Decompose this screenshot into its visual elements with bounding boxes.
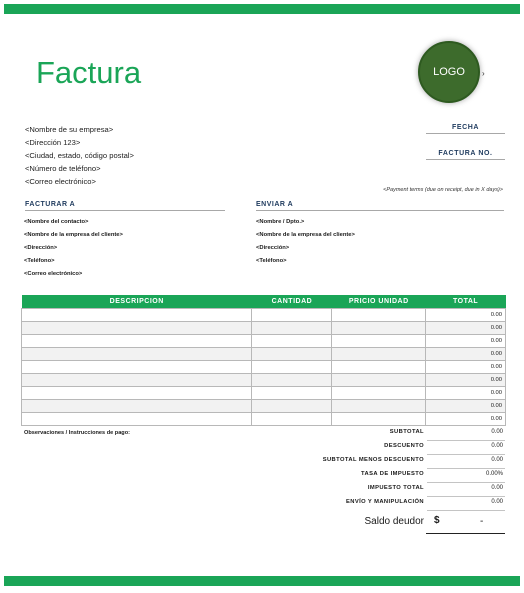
- balance-underline: [426, 533, 505, 534]
- bill-email: <Correo electrónico>: [24, 271, 83, 277]
- table-row: [22, 347, 506, 360]
- company-phone: <Número de teléfono>: [25, 164, 101, 173]
- quantity-cell[interactable]: [252, 321, 332, 334]
- date-field[interactable]: FECHA: [426, 124, 505, 134]
- unit-price-cell[interactable]: [332, 334, 426, 347]
- quantity-cell[interactable]: [252, 334, 332, 347]
- table-header-row: [22, 295, 506, 308]
- company-email: <Correo electrónico>: [25, 177, 96, 186]
- observations-label: Observaciones / Instrucciones de pago:: [24, 430, 131, 436]
- bill-company: <Nombre de la empresa del cliente>: [24, 232, 123, 238]
- summary-value[interactable]: 0.00: [427, 443, 505, 455]
- quantity-cell[interactable]: [252, 308, 332, 321]
- table-row: [22, 308, 506, 321]
- ship-address: <Dirección>: [256, 245, 290, 251]
- bill-address: <Dirección>: [24, 245, 58, 251]
- unit-price-cell[interactable]: [332, 373, 426, 386]
- logo-text: LOGO: [433, 66, 465, 78]
- description-cell[interactable]: [22, 373, 252, 386]
- balance-due-label: Saldo deudor: [364, 516, 424, 527]
- summary-row-tax-rate: [240, 468, 506, 482]
- balance-due-value: -: [480, 516, 484, 527]
- company-address-block: [25, 123, 134, 188]
- bill-contact: <Nombre del contacto>: [24, 219, 89, 225]
- table-row: [22, 373, 506, 386]
- bill-phone: <Teléfono>: [24, 258, 55, 264]
- company-logo: [418, 41, 480, 103]
- header-quantity: CANTIDAD: [252, 295, 332, 308]
- bill-to-block: [24, 216, 123, 281]
- row-total-cell: 0.00: [426, 308, 506, 321]
- row-total-cell: 0.00: [426, 360, 506, 373]
- summary-value: 0.00: [427, 457, 505, 469]
- top-accent-bar: [4, 4, 520, 14]
- unit-price-cell[interactable]: [332, 386, 426, 399]
- ship-company: <Nombre de la empresa del cliente>: [256, 232, 355, 238]
- ship-contact: <Nombre / Dpto.>: [256, 219, 305, 225]
- summary-row-total-tax: [240, 482, 506, 496]
- unit-price-cell[interactable]: [332, 308, 426, 321]
- table-row: [22, 334, 506, 347]
- ship-phone: <Teléfono>: [256, 258, 287, 264]
- row-total-cell: 0.00: [426, 321, 506, 334]
- row-total-cell: 0.00: [426, 334, 506, 347]
- logo-handle-icon: ›: [482, 69, 485, 78]
- table-row: [22, 386, 506, 399]
- bill-to-heading: FACTURAR A: [25, 201, 225, 211]
- quantity-cell[interactable]: [252, 347, 332, 360]
- payment-terms: <Payment terms (due on receipt, due in X days)>: [383, 187, 503, 193]
- unit-price-cell[interactable]: [332, 321, 426, 334]
- row-total-cell: 0.00: [426, 412, 506, 425]
- summary-row-shipping: [240, 496, 506, 510]
- balance-currency: $: [434, 515, 440, 526]
- header-unit-price: PRICIO UNIDAD: [332, 295, 426, 308]
- company-city: <Ciudad, estado, código postal>: [25, 151, 134, 160]
- unit-price-cell[interactable]: [332, 399, 426, 412]
- summary-value[interactable]: 0.00: [427, 499, 505, 511]
- description-cell[interactable]: [22, 334, 252, 347]
- line-items-table: [21, 295, 506, 426]
- invoice-number-field[interactable]: FACTURA NO.: [426, 150, 505, 160]
- table-row: [22, 412, 506, 425]
- summary-label: DESCUENTO: [384, 443, 424, 449]
- summary-label: IMPUESTO TOTAL: [367, 485, 424, 491]
- description-cell[interactable]: [22, 347, 252, 360]
- description-cell[interactable]: [22, 360, 252, 373]
- summary-value: 0.00: [427, 429, 505, 441]
- summary-row-subtotal-less-discount: [240, 454, 506, 468]
- description-cell[interactable]: [22, 412, 252, 425]
- quantity-cell[interactable]: [252, 399, 332, 412]
- row-total-cell: 0.00: [426, 399, 506, 412]
- table-row: [22, 360, 506, 373]
- summary-label: SUBTOTAL: [389, 429, 424, 435]
- unit-price-cell[interactable]: [332, 347, 426, 360]
- header-total: TOTAL: [426, 295, 506, 308]
- bottom-accent-bar: [4, 576, 520, 586]
- summary-value: 0.00: [427, 485, 505, 497]
- description-cell[interactable]: [22, 321, 252, 334]
- row-total-cell: 0.00: [426, 347, 506, 360]
- description-cell[interactable]: [22, 399, 252, 412]
- company-street: <Dirección 123>: [25, 138, 81, 147]
- summary-label: ENVÍO Y MANIPULACIÓN: [345, 499, 424, 505]
- summary-value[interactable]: 0.00%: [427, 471, 505, 483]
- invoice-title: Factura: [36, 55, 142, 90]
- description-cell[interactable]: [22, 308, 252, 321]
- unit-price-cell[interactable]: [332, 412, 426, 425]
- unit-price-cell[interactable]: [332, 360, 426, 373]
- quantity-cell[interactable]: [252, 412, 332, 425]
- description-cell[interactable]: [22, 386, 252, 399]
- ship-to-block: [256, 216, 355, 268]
- quantity-cell[interactable]: [252, 386, 332, 399]
- quantity-cell[interactable]: [252, 360, 332, 373]
- summary-label: TASA DE IMPUESTO: [361, 471, 424, 477]
- summary-row-subtotal: [240, 426, 506, 440]
- quantity-cell[interactable]: [252, 373, 332, 386]
- header-description: DESCRIPCION: [22, 295, 252, 308]
- table-row: [22, 399, 506, 412]
- table-row: [22, 321, 506, 334]
- summary-row-discount: [240, 440, 506, 454]
- ship-to-heading: ENVIAR A: [256, 201, 504, 211]
- company-name: <Nombre de su empresa>: [25, 125, 114, 134]
- summary-label: SUBTOTAL MENOS DESCUENTO: [322, 457, 424, 463]
- row-total-cell: 0.00: [426, 386, 506, 399]
- row-total-cell: 0.00: [426, 373, 506, 386]
